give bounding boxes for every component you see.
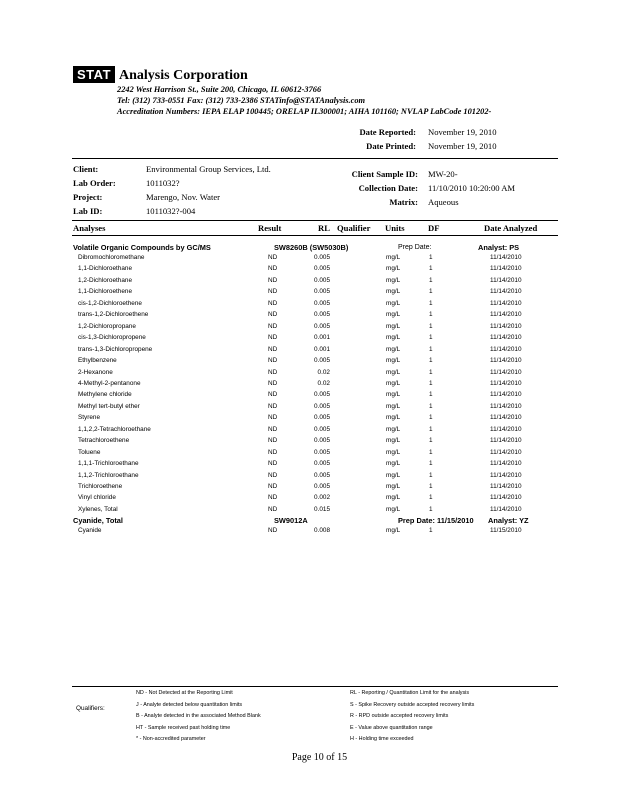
cell-units: mg/L: [386, 276, 401, 284]
company-header: [73, 66, 248, 84]
cell-date: 11/14/2010: [490, 357, 522, 365]
project-value: Marengo, Nov. Water: [146, 192, 221, 202]
divider-header-bottom: [72, 235, 558, 236]
table-row: [0, 391, 639, 402]
table-row: [0, 300, 639, 311]
table-row: [0, 357, 639, 368]
cell-units: mg/L: [386, 299, 401, 307]
cell-result: ND: [268, 425, 278, 433]
cell-df: 1: [429, 311, 433, 319]
cell-df: 1: [429, 299, 433, 307]
cell-units: mg/L: [386, 357, 401, 365]
cell-date: 11/14/2010: [490, 402, 522, 410]
cell-result: ND: [268, 483, 278, 490]
table-row: [0, 369, 639, 380]
cell-date: 11/14/2010: [490, 334, 522, 342]
cell-name: Trichloroethene: [78, 483, 123, 490]
table-row: [0, 483, 639, 494]
cell-date: 11/14/2010: [490, 368, 522, 376]
qualifier-item: E - Value above quantitation range: [350, 724, 433, 731]
cell-date: 11/14/2010: [490, 345, 522, 353]
cell-rl: 0.005: [314, 437, 330, 445]
cell-date: 11/14/2010: [490, 299, 522, 307]
qualifiers-left-list: [136, 690, 261, 748]
header-qualifier: Qualifier: [337, 223, 371, 233]
cell-name: cis-1,2-Dichloroethene: [78, 299, 142, 307]
lab-id-label: Lab ID:: [73, 206, 103, 216]
cell-result: ND: [268, 402, 278, 410]
cell-date: 11/14/2010: [490, 425, 522, 433]
cell-df: 1: [429, 414, 433, 422]
lab-id-value: 1011032?-004: [146, 206, 196, 216]
cell-result: ND: [268, 334, 278, 342]
cell-df: 1: [429, 276, 433, 284]
cell-result: ND: [268, 276, 278, 284]
cell-df: 1: [429, 460, 433, 468]
cell-name: Methylene chloride: [78, 391, 132, 399]
cell-name: Methyl tert-butyl ether: [78, 402, 140, 410]
cell-rl: 0.002: [314, 494, 330, 502]
cell-units: mg/L: [386, 527, 401, 534]
client-sample-id-value: MW-20-: [428, 169, 458, 179]
cell-name: trans-1,2-Dichloroethene: [78, 311, 149, 319]
date-printed-label: Date Printed:: [366, 141, 416, 151]
cell-result: ND: [268, 505, 278, 513]
cell-date: 11/14/2010: [490, 494, 522, 502]
table-row: [0, 277, 639, 288]
cell-units: mg/L: [386, 391, 401, 399]
cell-date: 11/14/2010: [490, 483, 522, 490]
date-reported-value: November 19, 2010: [428, 127, 497, 137]
cell-units: mg/L: [386, 254, 401, 261]
cell-df: 1: [429, 505, 433, 513]
cell-result: ND: [268, 345, 278, 353]
cell-units: mg/L: [386, 471, 401, 479]
cell-name: 1,2-Dichloropropane: [78, 322, 136, 330]
header-rl: RL: [318, 223, 330, 233]
cell-df: 1: [429, 334, 433, 342]
qualifier-item: R - RPD outside accepted recovery limits: [350, 713, 449, 720]
header-units: Units: [385, 223, 405, 233]
cell-df: 1: [429, 368, 433, 376]
cell-units: mg/L: [386, 322, 401, 330]
client-sample-id-label: Client Sample ID:: [351, 169, 418, 179]
cell-df: 1: [429, 357, 433, 365]
client-value: Environmental Group Services, Ltd.: [146, 164, 271, 174]
cell-rl: 0.001: [314, 334, 330, 342]
cell-df: 1: [429, 448, 433, 456]
cell-result: ND: [268, 254, 278, 261]
cell-name: trans-1,3-Dichloropropene: [78, 345, 153, 353]
qualifier-item: HT - Sample received past holding time: [136, 724, 231, 731]
cell-units: mg/L: [386, 288, 401, 296]
stat-logo: STAT: [73, 66, 115, 83]
cell-result: ND: [268, 299, 278, 307]
cell-result: ND: [268, 391, 278, 399]
divider-top: [72, 158, 558, 159]
cell-units: mg/L: [386, 437, 401, 445]
cell-df: 1: [429, 265, 433, 273]
lab-order-value: 1011032?: [146, 178, 180, 188]
cell-df: 1: [429, 471, 433, 479]
cell-units: mg/L: [386, 505, 401, 513]
table-row: [0, 265, 639, 276]
collection-date-label: Collection Date:: [358, 183, 418, 193]
cell-name: cis-1,3-Dichloropropene: [78, 334, 146, 342]
cyanide-prep-date: Prep Date: 11/15/2010: [398, 516, 474, 525]
cell-rl: 0.005: [314, 276, 330, 284]
table-row: [0, 426, 639, 437]
header-date-analyzed: Date Analyzed: [484, 223, 538, 233]
cell-date: 11/14/2010: [490, 379, 522, 387]
cell-result: ND: [268, 460, 278, 468]
cell-date: 11/14/2010: [490, 288, 522, 296]
collection-date-value: 11/10/2010 10:20:00 AM: [428, 183, 516, 193]
table-row: [0, 527, 639, 538]
cell-df: 1: [429, 322, 433, 330]
cell-units: mg/L: [386, 425, 401, 433]
company-accreditation: Accreditation Numbers: IEPA ELAP 100445; ORELAP IL300001; AIHA 101160; NVLAP LabCode 101202-: [117, 107, 492, 116]
cell-rl: 0.005: [314, 460, 330, 468]
cell-units: mg/L: [386, 379, 401, 387]
qualifiers-right-list: [350, 690, 474, 748]
table-row: [0, 449, 639, 460]
matrix-value: Aqueous: [428, 197, 459, 207]
table-row: [0, 311, 639, 322]
cell-units: mg/L: [386, 368, 401, 376]
table-row: [0, 380, 639, 391]
table-row: [0, 254, 639, 265]
project-label: Project:: [73, 192, 103, 202]
cell-rl: 0.005: [314, 311, 330, 319]
cell-rl: 0.005: [314, 414, 330, 422]
cell-df: 1: [429, 437, 433, 445]
cell-df: 1: [429, 379, 433, 387]
header-result: Result: [258, 223, 282, 233]
cell-rl: 0.001: [314, 345, 330, 353]
cell-rl: 0.015: [314, 505, 330, 513]
cell-df: 1: [429, 425, 433, 433]
cell-name: Cyanide: [78, 527, 102, 534]
table-row: [0, 346, 639, 357]
cell-date: 11/14/2010: [490, 505, 522, 513]
divider-header-top: [72, 220, 558, 221]
cell-rl: 0.005: [314, 471, 330, 479]
cell-rl: 0.005: [314, 483, 330, 490]
date-reported-label: Date Reported:: [359, 127, 416, 137]
table-row: [0, 414, 639, 425]
cyanide-section-title: Cyanide, Total: [73, 516, 123, 525]
company-name: Analysis Corporation: [119, 68, 248, 83]
cell-rl: 0.005: [314, 265, 330, 273]
cyanide-method: SW9012A: [274, 516, 308, 525]
qualifier-item: H - Holding time exceeded: [350, 736, 414, 743]
cell-name: Dibromochloromethane: [78, 254, 145, 261]
cell-units: mg/L: [386, 265, 401, 273]
client-label: Client:: [73, 164, 99, 174]
cell-name: 1,1,2,2-Tetrachloroethane: [78, 425, 151, 433]
cell-name: 2-Hexanone: [78, 368, 113, 376]
company-address: 2242 West Harrison St., Suite 200, Chicago, IL 60612-3766: [117, 85, 322, 94]
cell-df: 1: [429, 483, 433, 490]
table-row: [0, 437, 639, 448]
cell-units: mg/L: [386, 483, 401, 490]
cell-name: 1,2-Dichloroethane: [78, 276, 132, 284]
qualifiers-label: Qualifiers:: [76, 705, 105, 712]
qualifier-item: ND - Not Detected at the Reporting Limit: [136, 690, 233, 696]
cell-name: 4-Methyl-2-pentanone: [78, 379, 141, 387]
cell-rl: 0.005: [314, 402, 330, 410]
cell-units: mg/L: [386, 311, 401, 319]
cell-rl: 0.02: [317, 368, 330, 376]
qualifier-item: * - Non-accredited parameter: [136, 736, 206, 743]
cell-units: mg/L: [386, 334, 401, 342]
cell-units: mg/L: [386, 402, 401, 410]
cell-rl: 0.005: [314, 357, 330, 365]
cyanide-analyst: Analyst: YZ: [488, 516, 529, 525]
qualifier-item: S - Spike Recovery outside accepted recovery limits: [350, 701, 475, 708]
cell-result: ND: [268, 322, 278, 330]
voc-prep-date: Prep Date:: [398, 244, 432, 251]
cell-rl: 0.005: [314, 254, 330, 261]
cell-date: 11/14/2010: [490, 414, 522, 422]
cell-name: 1,1,2-Trichloroethane: [78, 471, 139, 479]
cell-date: 11/14/2010: [490, 265, 522, 273]
header-analyses: Analyses: [73, 223, 106, 233]
cell-rl: 0.005: [314, 288, 330, 296]
table-row: [0, 334, 639, 345]
page-number: Page 10 of 15: [291, 752, 348, 763]
table-row: [0, 460, 639, 471]
cell-rl: 0.008: [314, 527, 330, 534]
cell-df: 1: [429, 391, 433, 399]
cell-units: mg/L: [386, 494, 401, 502]
voc-method: SW8260B (SW5030B): [274, 243, 349, 252]
cell-result: ND: [268, 288, 278, 296]
cell-date: 11/14/2010: [490, 254, 522, 261]
voc-analyst: Analyst: PS: [478, 243, 520, 252]
cell-df: 1: [429, 402, 433, 410]
voc-section-title: Volatile Organic Compounds by GC/MS: [73, 243, 211, 252]
cell-result: ND: [268, 265, 278, 273]
cell-df: 1: [429, 345, 433, 353]
table-row: [0, 403, 639, 414]
cell-name: Styrene: [78, 414, 101, 422]
cell-rl: 0.02: [317, 379, 330, 387]
cell-df: 1: [429, 288, 433, 296]
cell-date: 11/14/2010: [490, 391, 522, 399]
cell-result: ND: [268, 471, 278, 479]
cell-name: 1,1-Dichloroethane: [78, 265, 132, 273]
cell-result: ND: [268, 494, 278, 502]
matrix-label: Matrix:: [389, 197, 418, 207]
cell-result: ND: [268, 437, 278, 445]
cell-result: ND: [268, 357, 278, 365]
header-df: DF: [428, 223, 440, 233]
cell-name: Toluene: [78, 448, 101, 456]
divider-qualifiers: [72, 686, 558, 687]
cell-name: 1,1-Dichloroethene: [78, 288, 132, 296]
cell-date: 11/14/2010: [490, 471, 522, 479]
cell-rl: 0.005: [314, 322, 330, 330]
cell-rl: 0.005: [314, 391, 330, 399]
table-row: [0, 288, 639, 299]
cell-name: Xylenes, Total: [78, 505, 118, 513]
table-row: [0, 472, 639, 483]
cell-date: 11/14/2010: [490, 311, 522, 319]
qualifier-item: RL - Reporting / Quantitation Limit for the analysis: [350, 690, 470, 696]
cell-units: mg/L: [386, 460, 401, 468]
cell-rl: 0.005: [314, 299, 330, 307]
table-row: [0, 494, 639, 505]
cell-units: mg/L: [386, 414, 401, 422]
cell-df: 1: [429, 527, 433, 534]
cell-result: ND: [268, 311, 278, 319]
cell-name: Ethylbenzene: [78, 357, 117, 365]
cell-name: Vinyl chloride: [78, 494, 116, 502]
company-contact: Tel: (312) 733-0551 Fax: (312) 733-2386 STATinfo@STATAnalysis.com: [117, 96, 366, 105]
cell-result: ND: [268, 379, 278, 387]
table-row: [0, 323, 639, 334]
cell-result: ND: [268, 448, 278, 456]
cell-df: 1: [429, 254, 433, 261]
cell-date: 11/14/2010: [490, 437, 522, 445]
cell-date: 11/14/2010: [490, 322, 522, 330]
cell-result: ND: [268, 414, 278, 422]
cell-result: ND: [268, 368, 278, 376]
cell-date: 11/14/2010: [490, 460, 522, 468]
qualifier-item: J - Analyte detected below quantitation limits: [136, 701, 243, 708]
cell-name: 1,1,1-Trichloroethane: [78, 460, 139, 468]
cell-date: 11/14/2010: [490, 276, 522, 284]
cell-rl: 0.005: [314, 425, 330, 433]
cell-date: 11/15/2010: [490, 527, 522, 534]
lab-order-label: Lab Order:: [73, 178, 116, 188]
cell-rl: 0.005: [314, 448, 330, 456]
cell-units: mg/L: [386, 448, 401, 456]
cell-units: mg/L: [386, 345, 401, 353]
cell-result: ND: [268, 527, 278, 534]
date-printed-value: November 19, 2010: [428, 141, 497, 151]
qualifier-item: B - Analyte detected in the associated Method Blank: [136, 713, 261, 720]
cell-name: Tetrachloroethene: [78, 437, 130, 445]
cell-df: 1: [429, 494, 433, 502]
cell-date: 11/14/2010: [490, 448, 522, 456]
